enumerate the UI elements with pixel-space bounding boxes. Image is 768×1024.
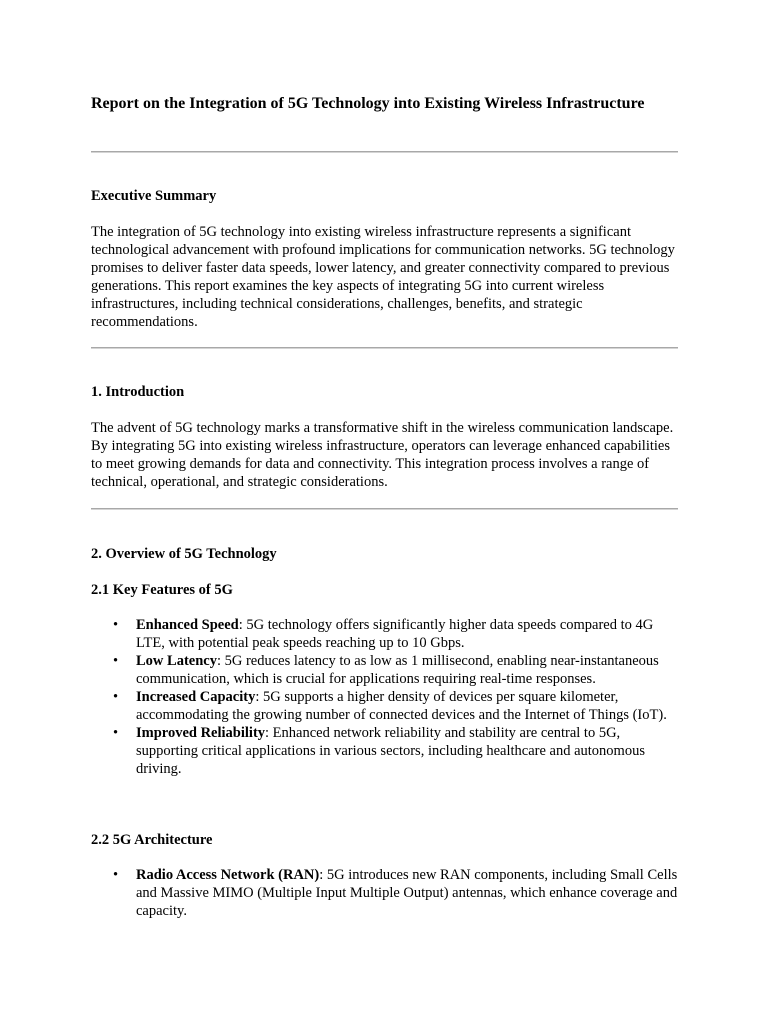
architecture-heading: 2.2 5G Architecture [91,832,213,848]
introduction-text: The advent of 5G technology marks a transformative shift in the wireless communication landscape. By integrating 5G into existing wireless infrastructure, operators can leverage enhanced capabilities to meet growing demands for data and connectivity. This integration process involves a range of technical, operational, and strategic considerations. [91,420,674,490]
document-title: Report on the Integration of 5G Technology into Existing Wireless Infrastructure [91,95,645,112]
feature-description: : 5G technology offers significantly higher data speeds compared to 4G LTE, with potential peak speeds reaching up to 10 Gbps. [136,617,654,651]
list-item [91,688,678,724]
architecture-list [91,866,678,920]
key-features-heading: 2.1 Key Features of 5G [91,582,233,598]
executive-summary-text: The integration of 5G technology into existing wireless infrastructure represents a significant technological advancement with profound implications for communication networks. 5G technology promises to deliver faster data speeds, lower latency, and greater connectivity compared to previous generations. This report examines the key aspects of integrating 5G into current wireless infrastructures, including technical considerations, challenges, benefits, and strategic recommendations. [91,224,675,330]
bullet-icon: • [113,689,119,705]
feature-term: Increased Capacity [136,689,256,705]
feature-term: Improved Reliability [136,725,266,741]
bullet-icon: • [113,653,119,669]
feature-description: : 5G supports a higher density of devices per square kilometer, accommodating the growing number of connected devices and the Internet of Things (IoT). [136,689,667,723]
horizontal-rule [91,347,678,349]
list-item [91,866,678,920]
feature-term: Low Latency [136,653,217,669]
list-item [91,724,678,778]
horizontal-rule [91,508,678,510]
overview-heading: 2. Overview of 5G Technology [91,546,277,562]
list-item [91,616,678,652]
bullet-icon: • [113,617,119,633]
key-features-list [91,616,678,778]
bullet-icon: • [113,867,119,883]
architecture-description: : 5G introduces new RAN components, including Small Cells and Massive MIMO (Multiple Input Multiple Output) antennas, which enhance coverage and capacity. [136,867,678,919]
list-item [91,652,678,688]
feature-term: Enhanced Speed [136,617,239,633]
feature-description: : Enhanced network reliability and stability are central to 5G, supporting critical applications in various sectors, including healthcare and autonomous driving. [136,725,645,777]
bullet-icon: • [113,725,119,741]
architecture-term: Radio Access Network (RAN) [136,867,320,883]
horizontal-rule [91,151,678,153]
executive-summary-heading: Executive Summary [91,188,217,204]
introduction-heading: 1. Introduction [91,384,185,400]
feature-description: : 5G reduces latency to as low as 1 millisecond, enabling near-instantaneous communication, which is crucial for applications requiring real-time responses. [136,653,659,687]
